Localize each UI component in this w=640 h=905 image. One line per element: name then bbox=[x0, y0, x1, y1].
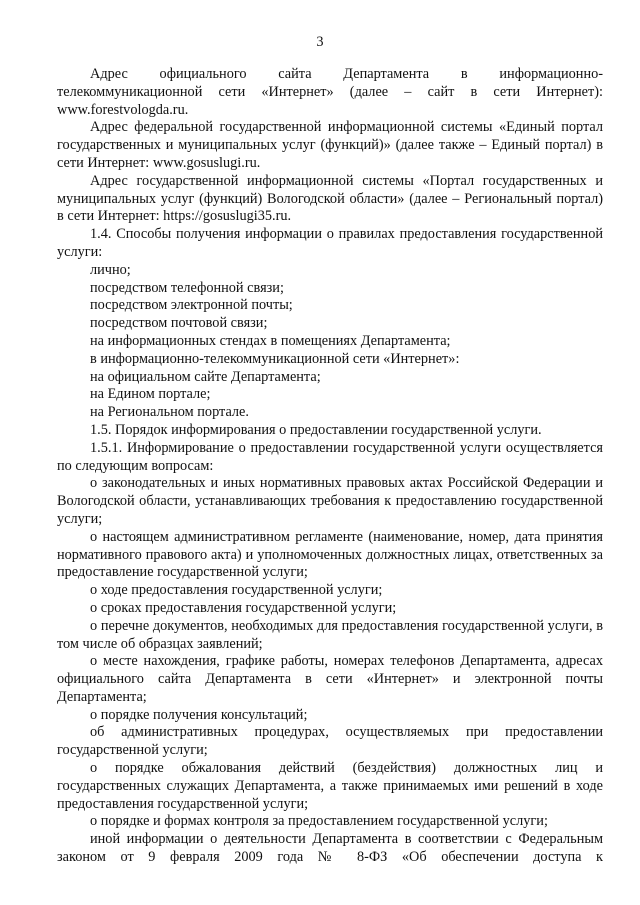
paragraph-unified-portal-address: Адрес федеральной государственной информационной системы «Единый портал государственных и муниципальных услуг (функций)» (далее также – Единый портал) в сети Интернет: www.gosuslugi.ru. bbox=[57, 119, 603, 171]
list-item-consultations: о порядке получения консультаций; bbox=[90, 706, 308, 723]
list-item-email: посредством электронной почты; bbox=[90, 297, 293, 314]
list-item-post: посредством почтовой связи; bbox=[90, 315, 268, 332]
list-item-unified-portal: на Едином портале; bbox=[90, 386, 211, 403]
list-item-regulation: о настоящем административном регламенте (наименование, номер, дата принятия нормативного правового акта) и уполномоченных должностных лицах, ответственных за предоставление государственной услуги; bbox=[57, 528, 603, 581]
list-item-info-stands: на информационных стендах в помещениях Департамента; bbox=[90, 332, 451, 349]
paragraph-section-1-5: 1.5. Порядок информирования о предоставлении государственной услуги. bbox=[90, 421, 542, 438]
document-body bbox=[57, 66, 603, 867]
list-item-internet: в информационно-телекоммуникационной сети «Интернет»: bbox=[90, 350, 460, 367]
list-item-phone: посредством телефонной связи; bbox=[90, 279, 284, 296]
page-number: 3 bbox=[316, 34, 324, 50]
list-item-official-site: на официальном сайте Департамента; bbox=[90, 368, 321, 385]
paragraph-section-1-4: 1.4. Способы получения информации о правилах предоставления государственной услуги: bbox=[57, 226, 603, 260]
list-item-admin-procedures: об административных процедурах, осуществляемых при предоставлении государственной услуги; bbox=[57, 724, 603, 759]
list-item-regional-portal: на Региональном портале. bbox=[90, 404, 249, 421]
list-item-appeals: о порядке обжалования действий (бездействия) должностных лиц и государственных служащих Департамента, а также принимаемых ими решений в ходе предоставления государственной услуги; bbox=[57, 760, 603, 812]
paragraph-site-address: Адрес официального сайта Департамента в информационно-телекоммуникационной сети «Интернет» (далее – сайт в сети Интернет): www.forestvologda.ru. bbox=[57, 66, 603, 118]
list-item-other-info: иной информации о деятельности Департамента в соответствии с Федеральным законом от 9 февраля 2009 года № 8-ФЗ «Об обеспечении доступа к bbox=[57, 831, 603, 866]
paragraph-section-1-5-1: 1.5.1. Информирование о предоставлении государственной услуги осуществляется по следующим вопросам: bbox=[57, 439, 603, 474]
list-item-documents: о перечне документов, необходимых для предоставления государственной услуги, в том числе об образцах заявлений; bbox=[57, 617, 603, 652]
list-item-in-person: лично; bbox=[90, 261, 131, 278]
list-item-deadlines: о сроках предоставления государственной услуги; bbox=[90, 599, 397, 616]
paragraph-regional-portal-address: Адрес государственной информационной системы «Портал государственных и муниципальных услуг (функций) Вологодской области» (далее – Региональный портал) в сети Интернет: https://gosuslugi35.ru. bbox=[57, 172, 603, 225]
list-item-location-contacts: о месте нахождения, графике работы, номерах телефонов Департамента, адресах официального сайта Департамента в сети «Интернет» и электронной почты Департамента; bbox=[57, 653, 603, 705]
list-item-legislation: о законодательных и иных нормативных правовых актах Российской Федерации и Вологодской области, устанавливающих требования к предоставлению государственной услуги; bbox=[57, 475, 603, 527]
list-item-control: о порядке и формах контроля за предоставлением государственной услуги; bbox=[90, 813, 548, 830]
list-item-progress: о ходе предоставления государственной услуги; bbox=[90, 582, 383, 599]
